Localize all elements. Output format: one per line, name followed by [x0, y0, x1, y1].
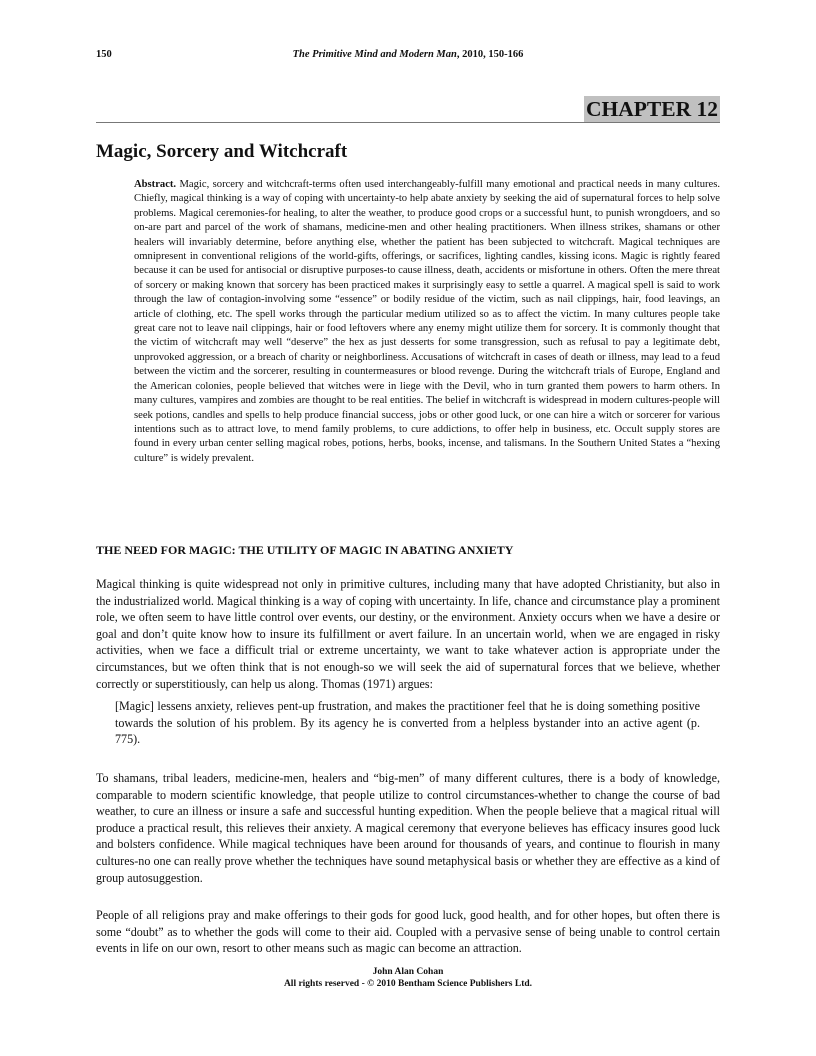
journal-citation [96, 49, 720, 60]
article-title: Magic, Sorcery and Witchcraft [96, 141, 348, 162]
footer-copyright: All rights reserved - © 2010 Bentham Science Publishers Ltd. [283, 979, 533, 989]
journal-title: The Primitive Mind and Modern Man [292, 49, 457, 60]
abstract [134, 178, 720, 466]
chapter-label: CHAPTER 12 [586, 97, 718, 121]
page-number: 150 [96, 49, 112, 60]
abstract-label: Abstract. [134, 179, 177, 190]
header-rule [96, 122, 720, 123]
block-quote: [Magic] lessens anxiety, relieves pent-up frustration, and makes the practitioner feel that he is doing something positive towards the solution of his problem. By its agency he is converted from a helpless bystander into an active agent (p. 775). [115, 699, 700, 747]
footer-author: John Alan Cohan [372, 967, 444, 977]
body-paragraph: People of all religions pray and make offerings to their gods for good luck, good health, and for other hopes, but often there is some “doubt” as to whether the gods will come to their aid. Coupled with a pervasive sense of being unable to control certain events in life on our own, resort to other means such as magic can become an attraction. [96, 908, 720, 956]
page-footer [96, 966, 720, 990]
body-paragraph: To shamans, tribal leaders, medicine-men, healers and “big-men” of many different cultures, there is a body of knowledge, comparable to modern scientific knowledge, that people utilize to control circumstances-whether to change the course of bad weather, to cure an illness or insure a safe and successful hunting expedition. When the people believe that a magical ritual will produce a practical result, this relieves their anxiety. A magical ceremony that everyone believes has efficacy insures good luck and bolsters confidence. While magical techniques have been around for thousands of years, and continue to flourish in many cultures-no one can really prove whether the techniques have sound metaphysical basis or whether they are effective as a kind of group autosuggestion. [96, 771, 720, 885]
section-heading: THE NEED FOR MAGIC: THE UTILITY OF MAGIC IN ABATING ANXIETY [96, 543, 514, 557]
abstract-text: Magic, sorcery and witchcraft-terms often used interchangeably-fulfill many emotional and practical needs in many cultures. Chiefly, magical thinking is a way of coping with uncertainty-to help abate anxiety by seeking the aid of supernatural forces to help solve problems. Magical ceremonies-for healing, to alter the weather, to produce good crops or a successful hunt, to punish wrongdoers, and so on-are part and parcel of the work of shamans, medicine-men and other healing practitioners. When illness strikes, shamans or other healers will invariably determine, before anything else, whether the patient has been subjected to witchcraft. Magical techniques are omnipresent in conventional religions of the world-gifts, offerings, or sacrifices, lighting candles, kissing icons. Magic is rightly feared because it can be used for antisocial or disruptive purposes-to cause illness, death, accidents or misfortune in others. Often the mere threat of sorcery or making known that sorcery has been practiced makes it surprisingly easy to settle a quarrel. A magical spell is said to work through the law of contagion-involving some “essence” or bodily residue of the victim, such as nail clippings, hair, food leavings, an article of clothing, etc. The spell works through the particular medium utilized so as to affect the victim. In many cultures people take great care not to leave nail clippings, hair or food leftovers where any enemy might utilize them for sorcery. It is commonly thought that the victim of witchcraft may well “deserve” the hex as just desserts for some transgression, such as refusal to pay a legitimate debt, unprovoked aggression, or a breach of charity or neighborliness. Accusations of witchcraft in cases of death or illness, may lead to a feud between the victim and the sorcerer, resulting in countermeasures or blood revenge. During the witchcraft trials of Europe, England and the American colonies, people believed that witches were in liege with the Devil, who in turn granted them powers to harm others. In many cultures, vampires and zombies are thought to be real entities. The belief in witchcraft is widespread in modern cultures-people will seek potions, candles and spells to help produce financial success, jobs or other good luck, or one can hire a witch or sorcerer for various intentions such as to attract love, to mend family problems, to cure addictions, to offer help in business, etc. Occult supply stores are found in every urban center selling magical robes, potions, herbs, books, incense, and talismans. In the Southern United States a “hexing culture” is widely prevalent. [134, 179, 720, 464]
body-paragraph: Magical thinking is quite widespread not only in primitive cultures, including many that have adopted Christianity, but also in the industrialized world. Magical thinking is a way of coping with uncertainty. In life, chance and circumstance play a prominent role, we often seem to have little control over events, our destiny, or the environment. Anxiety occurs when we have a desire or goal and don’t quite know how to insure its fulfillment or avert failure. In an uncertain world, when we are engaged in risky activities, when we face a difficult trial or extreme uncertainty, we want to take whatever action is appropriate under the circumstances, but we often think that is not enough-so we will seek the aid of supernatural forces that we believe, whether correctly or superstitiously, can help us along. Thomas (1971) argues: [96, 577, 720, 691]
journal-meta: , 2010, 150-166 [456, 49, 524, 60]
